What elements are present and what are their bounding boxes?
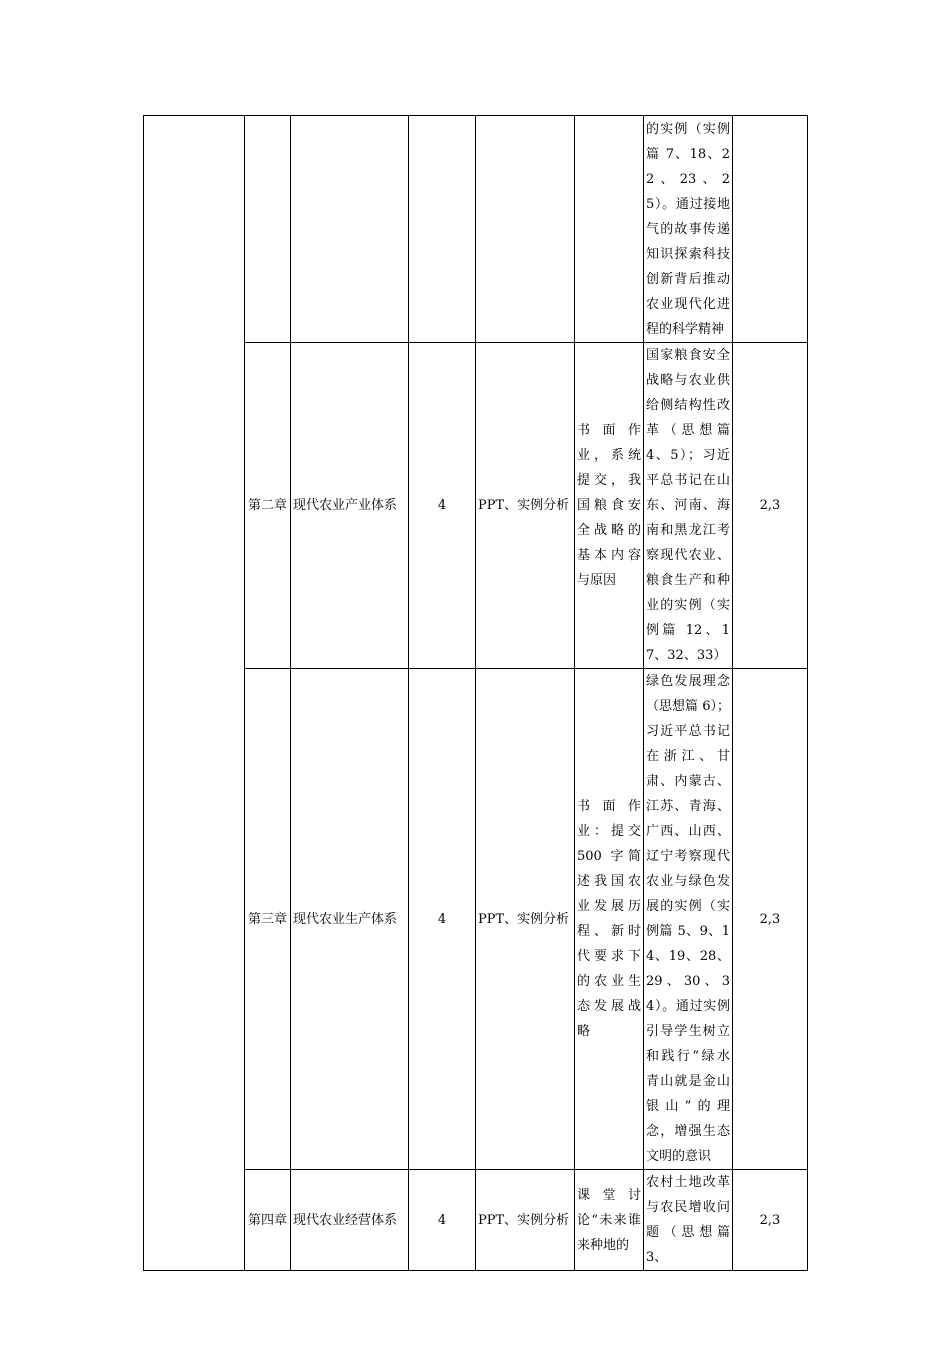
hours-cell [409, 116, 476, 343]
chapter-title-cell: 现代农业经营体系 [291, 1170, 409, 1271]
hours-cell: 4 [409, 343, 476, 669]
teaching-method-cell: PPT、实例分析 [476, 1170, 575, 1271]
chapter-title-cell: 现代农业产业体系 [291, 343, 409, 669]
assignment-cell: 书面作业：提交 500 字简述我国农业发展历程、新时代要求下的农业生态发展战略 [575, 669, 644, 1170]
objectives-cell: 2,3 [733, 343, 808, 669]
ideology-cell: 农村土地改革与农民增收问题（思想篇 3、 [644, 1170, 733, 1271]
chapter-title-cell [291, 116, 409, 343]
table-row-chapter1-tail [144, 116, 808, 343]
teaching-method-cell [476, 116, 575, 343]
ideology-cell: 国家粮食安全战略与农业供给侧结构性改革（思想篇 4、5）；习近平总书记在山东、河南、海南和黑龙江考察现代农业、粮食生产和种业的实例（实例篇 12、17、32、33） [644, 343, 733, 669]
hours-cell: 4 [409, 1170, 476, 1271]
teaching-method-cell: PPT、实例分析 [476, 343, 575, 669]
objectives-cell [733, 116, 808, 343]
chapter-cell: 第四章 [245, 1170, 291, 1271]
teaching-method-cell: PPT、实例分析 [476, 669, 575, 1170]
hours-cell: 4 [409, 669, 476, 1170]
objectives-cell: 2,3 [733, 1170, 808, 1271]
module-cell [144, 116, 245, 1271]
syllabus-table [143, 115, 808, 1271]
assignment-cell: 课堂讨论“未来谁来种地的 [575, 1170, 644, 1271]
assignment-cell [575, 116, 644, 343]
ideology-cell: 绿色发展理念（思想篇 6）；习近平总书记在浙江、甘肃、内蒙古、江苏、青海、广西、山西、辽宁考察现代农业与绿色发展的实例（实例篇 5、9、14、19、28、29、30、34）。通过实例引导学生树立和践行“绿水青山就是金山银山”的理念，增强生态文明的意识 [644, 669, 733, 1170]
ideology-cell: 的实例（实例篇 7、18、22、23、25）。通过接地气的故事传递知识探索科技创新背后推动农业现代化进程的科学精神 [644, 116, 733, 343]
assignment-cell: 书面作业，系统提交，我国粮食安全战略的基本内容与原因 [575, 343, 644, 669]
chapter-title-cell: 现代农业生产体系 [291, 669, 409, 1170]
chapter-cell [245, 116, 291, 343]
objectives-cell: 2,3 [733, 669, 808, 1170]
chapter-cell: 第三章 [245, 669, 291, 1170]
chapter-cell: 第二章 [245, 343, 291, 669]
